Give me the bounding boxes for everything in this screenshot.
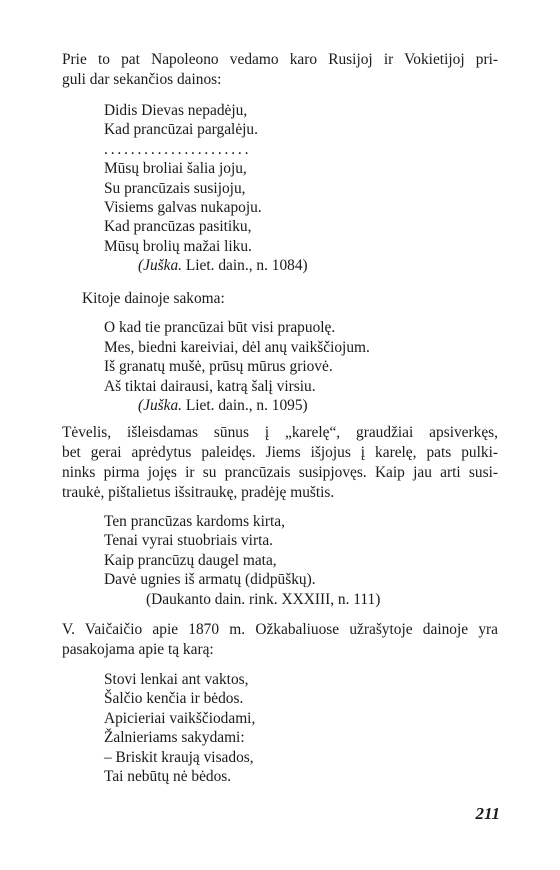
verse-source: (Daukanto dain. rink. XXXIII, n. 111) <box>146 590 381 608</box>
verse-line: Žalnieriams sakydami: <box>104 729 245 747</box>
verse-line: Iš granatų mušė, prūsų mūrus griovė. <box>104 358 333 376</box>
verse-line: Visiems galvas nukapoju. <box>104 199 262 217</box>
verse-line: Mūsų brolių mažai liku. <box>104 237 252 255</box>
verse-line: Davė ugnies iš armatų (didpūškų). <box>104 571 316 589</box>
verse-ellipsis: . . . . . . . . . . . . . . . . . . . . . . <box>104 140 248 158</box>
song-verse-3 <box>104 512 380 609</box>
verse-line: Stovi lenkai ant vaktos, <box>104 671 249 688</box>
verse-line: Tenai vyrai stuobriais virta. <box>104 532 274 550</box>
text-line: guli dar sekančios dainos: <box>62 71 222 88</box>
paragraph-vaicaitis <box>62 620 498 660</box>
song-verse-2 <box>104 318 370 416</box>
source-reference: Liet. dain., n. 1095) <box>182 397 308 415</box>
text-line: traukė, pištalietus išsitraukę, pradėję muštis. <box>62 484 335 501</box>
text-line: pasakojama apie tą karą: <box>62 641 214 658</box>
text-line: ninks pirma jojęs ir su prancūzais susipjovęs. Kaip jau arti susi- <box>62 464 498 481</box>
source-reference: Liet. dain., n. 1084) <box>182 257 308 275</box>
song-verse-4 <box>104 670 255 786</box>
text-line: bet gerai aprėdytus paleidęs. Jiems išjojus į karelę, pats pulki- <box>62 444 498 461</box>
verse-line: Kaip prancūzų daugel mata, <box>104 551 277 569</box>
text-line: V. Vaičaičio apie 1870 m. Ožkabaliuose užrašytoje dainoje yra <box>62 621 498 638</box>
verse-line: Tai nebūtų nė bėdos. <box>104 768 232 786</box>
paragraph-intro <box>62 50 498 90</box>
verse-line: Šalčio kenčia ir bėdos. <box>104 690 244 708</box>
paragraph-father <box>62 423 498 503</box>
song-verse-1 <box>104 101 308 276</box>
page-number: 211 <box>475 804 500 823</box>
verse-line: Aš tiktai dairausi, katrą šalį virsiu. <box>104 377 316 395</box>
verse-line: Ten prancūzas kardoms kirta, <box>104 513 285 530</box>
verse-line: O kad tie prancūzai būt visi prapuolę. <box>104 319 336 336</box>
source-author: (Juška. <box>138 397 183 415</box>
verse-line: Kad prancūzas pasitiku, <box>104 218 252 236</box>
verse-line: Mūsų broliai šalia joju, <box>104 160 247 178</box>
paragraph-other-song <box>82 289 518 309</box>
text-line: Kitoje dainoje sakoma: <box>82 290 225 307</box>
source-author: (Juška. <box>138 257 183 275</box>
verse-line: Kad prancūzai pargalėju. <box>104 121 258 139</box>
verse-source <box>104 396 370 416</box>
verse-source <box>104 256 308 275</box>
verse-line: Su prancūzais susijoju, <box>104 179 246 197</box>
text-line: Prie to pat Napoleono vedamo karo Rusijoj ir Vokietijoj pri- <box>62 51 498 68</box>
verse-line: Mes, biedni kareiviai, dėl anų vaikščiojum. <box>104 338 370 356</box>
verse-line: Apicieriai vaikščiodami, <box>104 709 256 727</box>
verse-line: – Briskit kraują visados, <box>104 748 254 766</box>
verse-line: Didis Dievas nepadėju, <box>104 102 248 119</box>
text-line: Tėvelis, išleisdamas sūnus į „karelę“, graudžiai apsiverkęs, <box>62 424 498 441</box>
